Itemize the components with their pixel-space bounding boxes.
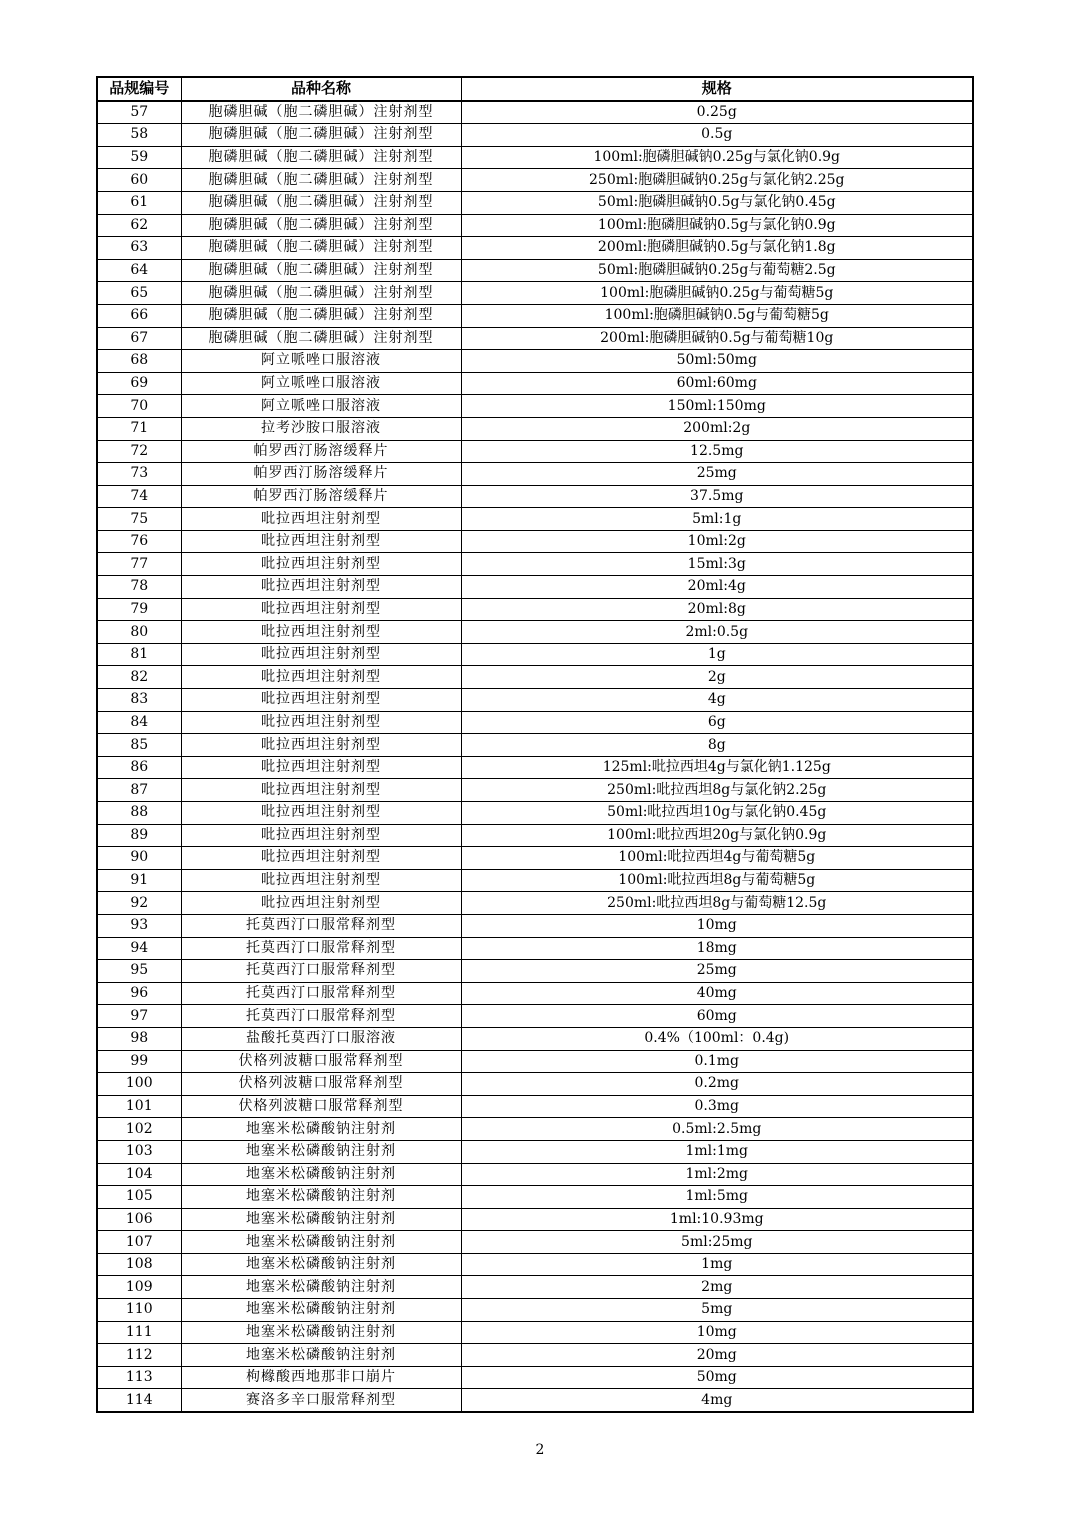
cell-spec: 0.4%（100ml：0.4g) xyxy=(461,1027,973,1050)
cell-spec: 60ml:60mg xyxy=(461,372,973,395)
table-row xyxy=(97,146,973,169)
cell-name: 吡拉西坦注射剂型 xyxy=(181,756,461,779)
cell-code: 58 xyxy=(97,124,181,147)
cell-code: 81 xyxy=(97,643,181,666)
header-name: 品种名称 xyxy=(181,77,461,101)
table-row xyxy=(97,1253,973,1276)
table-header-row xyxy=(97,77,973,101)
table-row xyxy=(97,982,973,1005)
cell-spec: 1g xyxy=(461,643,973,666)
cell-name: 地塞米松磷酸钠注射剂 xyxy=(181,1140,461,1163)
cell-spec: 200ml:胞磷胆碱钠0.5g与氯化钠1.8g xyxy=(461,237,973,260)
cell-name: 吡拉西坦注射剂型 xyxy=(181,892,461,915)
cell-spec: 100ml:胞磷胆碱钠0.5g与氯化钠0.9g xyxy=(461,214,973,237)
table-row xyxy=(97,1389,973,1412)
cell-spec: 20ml:8g xyxy=(461,598,973,621)
cell-spec: 18mg xyxy=(461,937,973,960)
cell-spec: 200ml:2g xyxy=(461,417,973,440)
cell-name: 盐酸托莫西汀口服溶液 xyxy=(181,1027,461,1050)
cell-spec: 20ml:4g xyxy=(461,576,973,599)
cell-name: 吡拉西坦注射剂型 xyxy=(181,643,461,666)
cell-spec: 25mg xyxy=(461,463,973,486)
table-row xyxy=(97,1163,973,1186)
table-row xyxy=(97,937,973,960)
table-row xyxy=(97,1366,973,1389)
cell-name: 地塞米松磷酸钠注射剂 xyxy=(181,1208,461,1231)
cell-spec: 0.2mg xyxy=(461,1073,973,1096)
cell-code: 111 xyxy=(97,1321,181,1344)
table-row xyxy=(97,395,973,418)
page-number: 2 xyxy=(535,1442,545,1458)
table-row xyxy=(97,259,973,282)
cell-name: 托莫西汀口服常释剂型 xyxy=(181,1005,461,1028)
table-row xyxy=(97,1118,973,1141)
cell-code: 104 xyxy=(97,1163,181,1186)
table-row xyxy=(97,869,973,892)
cell-name: 吡拉西坦注射剂型 xyxy=(181,802,461,825)
table-row xyxy=(97,1231,973,1254)
cell-name: 胞磷胆碱（胞二磷胆碱）注射剂型 xyxy=(181,124,461,147)
cell-code: 107 xyxy=(97,1231,181,1254)
cell-code: 105 xyxy=(97,1186,181,1209)
table-row xyxy=(97,282,973,305)
table-row xyxy=(97,1095,973,1118)
cell-spec: 8g xyxy=(461,734,973,757)
cell-name: 地塞米松磷酸钠注射剂 xyxy=(181,1321,461,1344)
table-row xyxy=(97,124,973,147)
cell-spec: 6g xyxy=(461,711,973,734)
table-row xyxy=(97,1073,973,1096)
cell-code: 79 xyxy=(97,598,181,621)
cell-spec: 4mg xyxy=(461,1389,973,1412)
cell-code: 74 xyxy=(97,485,181,508)
cell-code: 62 xyxy=(97,214,181,237)
cell-code: 110 xyxy=(97,1299,181,1322)
cell-spec: 250ml:胞磷胆碱钠0.25g与氯化钠2.25g xyxy=(461,169,973,192)
cell-spec: 2g xyxy=(461,666,973,689)
cell-name: 胞磷胆碱（胞二磷胆碱）注射剂型 xyxy=(181,304,461,327)
cell-code: 61 xyxy=(97,191,181,214)
cell-code: 91 xyxy=(97,869,181,892)
cell-code: 64 xyxy=(97,259,181,282)
cell-code: 69 xyxy=(97,372,181,395)
cell-code: 75 xyxy=(97,508,181,531)
cell-spec: 1ml:1mg xyxy=(461,1140,973,1163)
cell-code: 70 xyxy=(97,395,181,418)
cell-code: 76 xyxy=(97,530,181,553)
cell-spec: 15ml:3g xyxy=(461,553,973,576)
cell-name: 枸橼酸西地那非口崩片 xyxy=(181,1366,461,1389)
cell-name: 地塞米松磷酸钠注射剂 xyxy=(181,1186,461,1209)
cell-name: 地塞米松磷酸钠注射剂 xyxy=(181,1118,461,1141)
cell-code: 96 xyxy=(97,982,181,1005)
cell-name: 吡拉西坦注射剂型 xyxy=(181,824,461,847)
cell-spec: 2mg xyxy=(461,1276,973,1299)
cell-name: 帕罗西汀肠溶缓释片 xyxy=(181,463,461,486)
table-row xyxy=(97,734,973,757)
table-row xyxy=(97,824,973,847)
cell-name: 地塞米松磷酸钠注射剂 xyxy=(181,1344,461,1367)
cell-code: 88 xyxy=(97,802,181,825)
cell-spec: 100ml:吡拉西坦8g与葡萄糖5g xyxy=(461,869,973,892)
cell-name: 托莫西汀口服常释剂型 xyxy=(181,914,461,937)
cell-spec: 100ml:胞磷胆碱钠0.25g与葡萄糖5g xyxy=(461,282,973,305)
cell-code: 98 xyxy=(97,1027,181,1050)
table-row xyxy=(97,304,973,327)
table-row xyxy=(97,779,973,802)
cell-name: 托莫西汀口服常释剂型 xyxy=(181,960,461,983)
cell-spec: 10mg xyxy=(461,914,973,937)
table-row xyxy=(97,1276,973,1299)
cell-code: 83 xyxy=(97,689,181,712)
cell-spec: 100ml:吡拉西坦20g与氯化钠0.9g xyxy=(461,824,973,847)
cell-name: 地塞米松磷酸钠注射剂 xyxy=(181,1276,461,1299)
table-row xyxy=(97,350,973,373)
table-row xyxy=(97,101,973,124)
cell-spec: 5ml:25mg xyxy=(461,1231,973,1254)
cell-name: 托莫西汀口服常释剂型 xyxy=(181,937,461,960)
cell-spec: 50mg xyxy=(461,1366,973,1389)
cell-code: 113 xyxy=(97,1366,181,1389)
cell-code: 94 xyxy=(97,937,181,960)
table-row xyxy=(97,666,973,689)
cell-spec: 1ml:10.93mg xyxy=(461,1208,973,1231)
cell-code: 86 xyxy=(97,756,181,779)
cell-name: 吡拉西坦注射剂型 xyxy=(181,869,461,892)
cell-spec: 50ml:胞磷胆碱钠0.5g与氯化钠0.45g xyxy=(461,191,973,214)
cell-name: 赛洛多辛口服常释剂型 xyxy=(181,1389,461,1412)
cell-spec: 37.5mg xyxy=(461,485,973,508)
cell-name: 伏格列波糖口服常释剂型 xyxy=(181,1050,461,1073)
cell-name: 胞磷胆碱（胞二磷胆碱）注射剂型 xyxy=(181,282,461,305)
table-row xyxy=(97,711,973,734)
cell-name: 帕罗西汀肠溶缓释片 xyxy=(181,485,461,508)
table-row xyxy=(97,169,973,192)
cell-code: 67 xyxy=(97,327,181,350)
cell-name: 帕罗西汀肠溶缓释片 xyxy=(181,440,461,463)
cell-code: 82 xyxy=(97,666,181,689)
cell-code: 66 xyxy=(97,304,181,327)
cell-code: 114 xyxy=(97,1389,181,1412)
cell-name: 地塞米松磷酸钠注射剂 xyxy=(181,1163,461,1186)
cell-code: 93 xyxy=(97,914,181,937)
table-row xyxy=(97,191,973,214)
table-row xyxy=(97,1050,973,1073)
cell-name: 吡拉西坦注射剂型 xyxy=(181,779,461,802)
cell-spec: 12.5mg xyxy=(461,440,973,463)
table-row xyxy=(97,553,973,576)
table-row xyxy=(97,463,973,486)
cell-spec: 1mg xyxy=(461,1253,973,1276)
table-row xyxy=(97,802,973,825)
cell-spec: 125ml:吡拉西坦4g与氯化钠1.125g xyxy=(461,756,973,779)
cell-code: 101 xyxy=(97,1095,181,1118)
table-row xyxy=(97,1299,973,1322)
cell-spec: 20mg xyxy=(461,1344,973,1367)
table-row xyxy=(97,237,973,260)
table-row xyxy=(97,1027,973,1050)
cell-spec: 10ml:2g xyxy=(461,530,973,553)
cell-name: 胞磷胆碱（胞二磷胆碱）注射剂型 xyxy=(181,101,461,124)
table-row xyxy=(97,960,973,983)
table-row xyxy=(97,530,973,553)
cell-code: 68 xyxy=(97,350,181,373)
cell-spec: 250ml:吡拉西坦8g与氯化钠2.25g xyxy=(461,779,973,802)
table-row xyxy=(97,327,973,350)
cell-code: 99 xyxy=(97,1050,181,1073)
table-row xyxy=(97,914,973,937)
cell-code: 106 xyxy=(97,1208,181,1231)
cell-spec: 60mg xyxy=(461,1005,973,1028)
cell-spec: 4g xyxy=(461,689,973,712)
cell-code: 63 xyxy=(97,237,181,260)
cell-code: 80 xyxy=(97,621,181,644)
cell-name: 阿立哌唑口服溶液 xyxy=(181,350,461,373)
cell-name: 吡拉西坦注射剂型 xyxy=(181,621,461,644)
table-row xyxy=(97,847,973,870)
table-row xyxy=(97,440,973,463)
cell-name: 吡拉西坦注射剂型 xyxy=(181,666,461,689)
cell-spec: 5mg xyxy=(461,1299,973,1322)
cell-name: 伏格列波糖口服常释剂型 xyxy=(181,1095,461,1118)
cell-name: 拉考沙胺口服溶液 xyxy=(181,417,461,440)
cell-spec: 50ml:胞磷胆碱钠0.25g与葡萄糖2.5g xyxy=(461,259,973,282)
cell-code: 102 xyxy=(97,1118,181,1141)
cell-spec: 1ml:2mg xyxy=(461,1163,973,1186)
cell-spec: 250ml:吡拉西坦8g与葡萄糖12.5g xyxy=(461,892,973,915)
cell-name: 吡拉西坦注射剂型 xyxy=(181,598,461,621)
cell-code: 73 xyxy=(97,463,181,486)
cell-name: 伏格列波糖口服常释剂型 xyxy=(181,1073,461,1096)
cell-code: 92 xyxy=(97,892,181,915)
cell-code: 71 xyxy=(97,417,181,440)
cell-code: 89 xyxy=(97,824,181,847)
cell-code: 59 xyxy=(97,146,181,169)
cell-name: 吡拉西坦注射剂型 xyxy=(181,847,461,870)
cell-spec: 100ml:胞磷胆碱钠0.25g与氯化钠0.9g xyxy=(461,146,973,169)
cell-code: 108 xyxy=(97,1253,181,1276)
cell-code: 77 xyxy=(97,553,181,576)
table-row xyxy=(97,1321,973,1344)
cell-name: 胞磷胆碱（胞二磷胆碱）注射剂型 xyxy=(181,327,461,350)
cell-spec: 200ml:胞磷胆碱钠0.5g与葡萄糖10g xyxy=(461,327,973,350)
table-row xyxy=(97,598,973,621)
cell-spec: 1ml:5mg xyxy=(461,1186,973,1209)
cell-name: 胞磷胆碱（胞二磷胆碱）注射剂型 xyxy=(181,146,461,169)
table-row xyxy=(97,1344,973,1367)
cell-code: 87 xyxy=(97,779,181,802)
cell-code: 95 xyxy=(97,960,181,983)
cell-spec: 2ml:0.5g xyxy=(461,621,973,644)
cell-code: 100 xyxy=(97,1073,181,1096)
cell-code: 60 xyxy=(97,169,181,192)
table-row xyxy=(97,892,973,915)
cell-name: 地塞米松磷酸钠注射剂 xyxy=(181,1253,461,1276)
cell-name: 吡拉西坦注射剂型 xyxy=(181,734,461,757)
cell-spec: 0.1mg xyxy=(461,1050,973,1073)
cell-code: 85 xyxy=(97,734,181,757)
table-row xyxy=(97,576,973,599)
header-spec: 规格 xyxy=(461,77,973,101)
cell-code: 84 xyxy=(97,711,181,734)
cell-name: 胞磷胆碱（胞二磷胆碱）注射剂型 xyxy=(181,214,461,237)
cell-name: 吡拉西坦注射剂型 xyxy=(181,689,461,712)
table-row xyxy=(97,756,973,779)
table-row xyxy=(97,643,973,666)
cell-spec: 25mg xyxy=(461,960,973,983)
cell-name: 阿立哌唑口服溶液 xyxy=(181,372,461,395)
table-row xyxy=(97,1208,973,1231)
cell-code: 65 xyxy=(97,282,181,305)
table-row xyxy=(97,1005,973,1028)
cell-spec: 50ml:50mg xyxy=(461,350,973,373)
cell-name: 吡拉西坦注射剂型 xyxy=(181,711,461,734)
cell-spec: 5ml:1g xyxy=(461,508,973,531)
table-row xyxy=(97,1140,973,1163)
cell-name: 吡拉西坦注射剂型 xyxy=(181,553,461,576)
cell-spec: 10mg xyxy=(461,1321,973,1344)
cell-code: 97 xyxy=(97,1005,181,1028)
cell-spec: 0.5g xyxy=(461,124,973,147)
cell-name: 地塞米松磷酸钠注射剂 xyxy=(181,1299,461,1322)
cell-name: 托莫西汀口服常释剂型 xyxy=(181,982,461,1005)
cell-name: 吡拉西坦注射剂型 xyxy=(181,508,461,531)
table-row xyxy=(97,214,973,237)
table-row xyxy=(97,508,973,531)
table-row xyxy=(97,372,973,395)
cell-spec: 100ml:吡拉西坦4g与葡萄糖5g xyxy=(461,847,973,870)
table-row xyxy=(97,417,973,440)
cell-code: 72 xyxy=(97,440,181,463)
cell-code: 78 xyxy=(97,576,181,599)
specification-table xyxy=(96,76,974,1413)
cell-code: 109 xyxy=(97,1276,181,1299)
table-row xyxy=(97,485,973,508)
table-body xyxy=(97,101,973,1412)
cell-spec: 0.3mg xyxy=(461,1095,973,1118)
cell-code: 103 xyxy=(97,1140,181,1163)
cell-spec: 0.5ml:2.5mg xyxy=(461,1118,973,1141)
cell-name: 吡拉西坦注射剂型 xyxy=(181,530,461,553)
cell-code: 90 xyxy=(97,847,181,870)
cell-name: 阿立哌唑口服溶液 xyxy=(181,395,461,418)
table-row xyxy=(97,621,973,644)
cell-code: 57 xyxy=(97,101,181,124)
cell-name: 地塞米松磷酸钠注射剂 xyxy=(181,1231,461,1254)
table-row xyxy=(97,1186,973,1209)
cell-spec: 0.25g xyxy=(461,101,973,124)
cell-spec: 100ml:胞磷胆碱钠0.5g与葡萄糖5g xyxy=(461,304,973,327)
cell-name: 胞磷胆碱（胞二磷胆碱）注射剂型 xyxy=(181,237,461,260)
cell-name: 吡拉西坦注射剂型 xyxy=(181,576,461,599)
header-code: 品规编号 xyxy=(97,77,181,101)
cell-spec: 150ml:150mg xyxy=(461,395,973,418)
cell-name: 胞磷胆碱（胞二磷胆碱）注射剂型 xyxy=(181,169,461,192)
cell-spec: 50ml:吡拉西坦10g与氯化钠0.45g xyxy=(461,802,973,825)
cell-spec: 40mg xyxy=(461,982,973,1005)
cell-code: 112 xyxy=(97,1344,181,1367)
table-row xyxy=(97,689,973,712)
cell-name: 胞磷胆碱（胞二磷胆碱）注射剂型 xyxy=(181,191,461,214)
cell-name: 胞磷胆碱（胞二磷胆碱）注射剂型 xyxy=(181,259,461,282)
